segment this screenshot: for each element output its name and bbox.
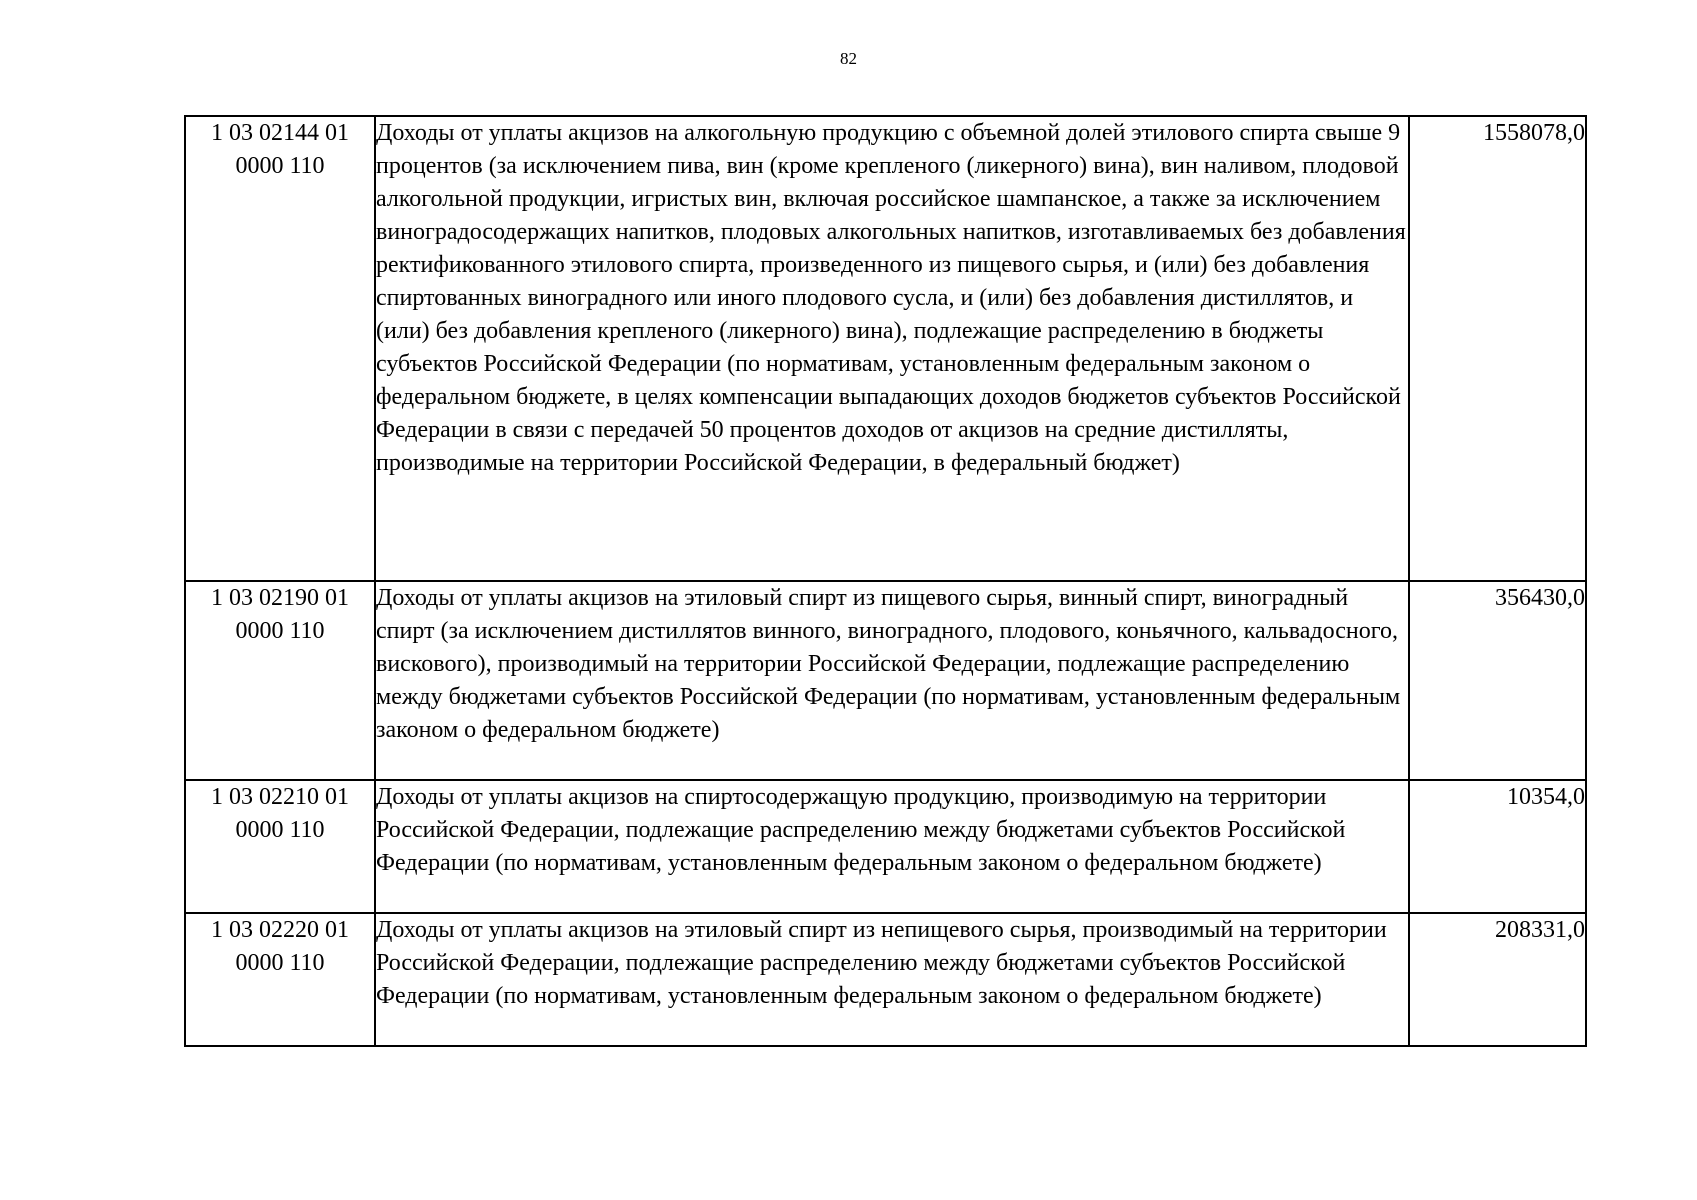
table-row	[185, 913, 1586, 1046]
budget-code-cell	[185, 780, 375, 913]
budget-code-line: 1 03 02190 01	[211, 585, 349, 611]
budget-code-cell	[185, 913, 375, 1046]
amount-cell: 10354,0	[1409, 780, 1586, 913]
budget-code-cell	[185, 116, 375, 581]
revenue-table	[184, 115, 1587, 1047]
budget-code-line: 0000 110	[235, 153, 325, 179]
revenue-description-cell: Доходы от уплаты акцизов на алкогольную продукцию с объемной долей этилового спирта свыше 9 процентов (за исключением пива, вин (кроме крепленого (ликерного) вина), вин наливом, плодовой алкогольной продукции, игристых вин, включая российское шампанское, а также за исключением виноградосодержащих напитков, плодовых алкогольных напитков, изготавливаемых без добавления ректификованного этилового спирта, произведенного из пищевого сырья, и (или) без добавления спиртованных виноградного или иного плодового сусла, и (или) без добавления дистиллятов, и (или) без добавления крепленого (ликерного) вина), подлежащие распределению в бюджеты субъектов Российской Федерации (по нормативам, установленным федеральным законом о федеральном бюджете, в целях компенсации выпадающих доходов бюджетов субъектов Российской Федерации в связи с передачей 50 процентов доходов от акцизов на средние дистилляты, производимые на территории Российской Федерации, в федеральный бюджет)	[375, 116, 1409, 581]
table-row	[185, 780, 1586, 913]
page-number: 82	[840, 49, 857, 68]
budget-code-line: 1 03 02144 01	[211, 120, 349, 146]
budget-code-cell	[185, 581, 375, 780]
revenue-description-cell: Доходы от уплаты акцизов на спиртосодержащую продукцию, производимую на территории Российской Федерации, подлежащие распределению между бюджетами субъектов Российской Федерации (по нормативам, установленным федеральным законом о федеральном бюджете)	[375, 780, 1409, 913]
amount-cell: 356430,0	[1409, 581, 1586, 780]
budget-code-line: 0000 110	[235, 618, 325, 644]
budget-code-line: 0000 110	[235, 950, 325, 976]
budget-code-line: 1 03 02210 01	[211, 784, 349, 810]
amount-cell: 208331,0	[1409, 913, 1586, 1046]
revenue-description-cell: Доходы от уплаты акцизов на этиловый спирт из непищевого сырья, производимый на территории Российской Федерации, подлежащие распределению между бюджетами субъектов Российской Федерации (по нормативам, установленным федеральным законом о федеральном бюджете)	[375, 913, 1409, 1046]
amount-cell: 1558078,0	[1409, 116, 1586, 581]
budget-code-line: 1 03 02220 01	[211, 917, 349, 943]
table-row	[185, 581, 1586, 780]
budget-code-line: 0000 110	[235, 817, 325, 843]
revenue-description-cell: Доходы от уплаты акцизов на этиловый спирт из пищевого сырья, винный спирт, виноградный спирт (за исключением дистиллятов винного, виноградного, плодового, коньячного, кальвадосного, вискового), производимый на территории Российской Федерации, подлежащие распределению между бюджетами субъектов Российской Федерации (по нормативам, установленным федеральным законом о федеральном бюджете)	[375, 581, 1409, 780]
table-row	[185, 116, 1586, 581]
